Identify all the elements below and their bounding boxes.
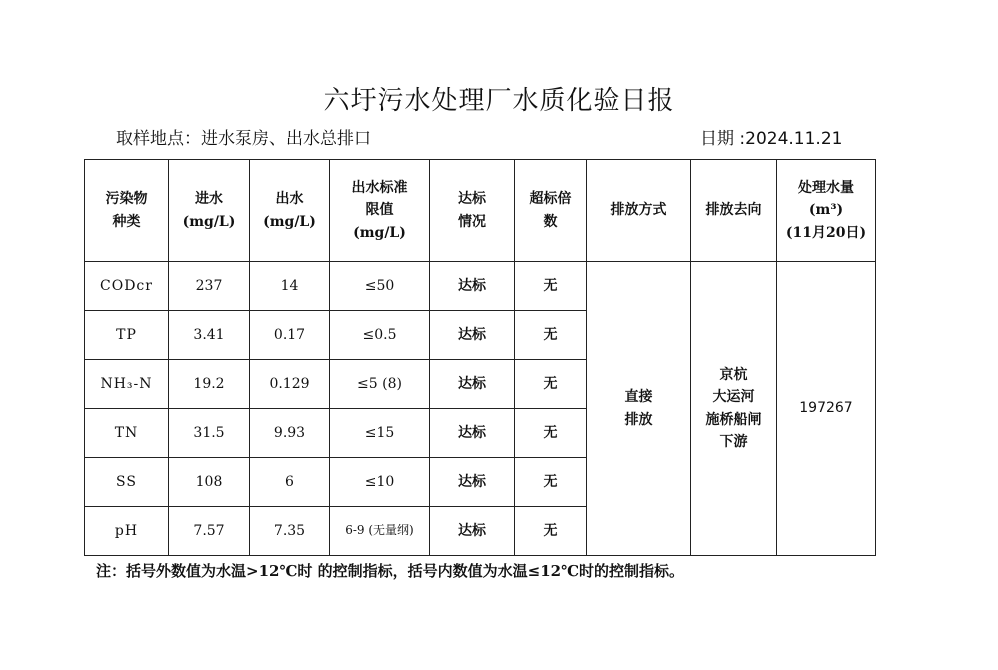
header-outflow-line1: 出水 <box>275 191 304 208</box>
exceed-cell: 无 <box>515 311 587 360</box>
header-exceed <box>515 160 587 262</box>
footnote: 注：括号外数值为水温>12℃时 的控制指标，括号内数值为水温≤12℃时的控制指标。 <box>96 562 685 580</box>
destination-line1: 京杭 <box>719 366 748 383</box>
header-exceed-line1: 超标倍 <box>529 191 572 208</box>
discharge-destination-cell <box>691 262 777 556</box>
report-title: 六圩污水处理厂水质化验日报 <box>323 86 675 116</box>
pollutant-cell: CODcr <box>85 262 169 311</box>
header-discharge-method: 排放方式 <box>587 160 691 262</box>
header-compliance <box>430 160 515 262</box>
header-standard-line1: 出水标准 <box>351 179 408 196</box>
header-volume-unit: (m³) <box>808 202 844 219</box>
exceed-cell: 无 <box>515 262 587 311</box>
discharge-method-cell <box>587 262 691 556</box>
exceed-cell: 无 <box>515 409 587 458</box>
treated-volume: 197267 <box>777 262 876 556</box>
destination-line4: 下游 <box>719 433 748 450</box>
destination-line3: 施桥船闸 <box>705 411 762 428</box>
pollutant-cell: SS <box>85 458 169 507</box>
header-outflow-unit: (mg/L) <box>263 213 316 230</box>
header-exceed-line2: 数 <box>543 213 558 230</box>
standard-cell: ≤5 (8) <box>330 360 430 409</box>
header-discharge-destination: 排放去向 <box>691 160 777 262</box>
inflow-cell: 7.57 <box>169 507 250 556</box>
header-inflow-unit: (mg/L) <box>182 213 236 230</box>
standard-cell: 6-9 (无量纲) <box>330 507 430 556</box>
header-inflow <box>169 160 250 262</box>
standard-cell: ≤15 <box>330 409 430 458</box>
header-inflow-line1: 进水 <box>195 191 223 208</box>
destination-line2: 大运河 <box>712 389 755 406</box>
header-pollutant-line1: 污染物 <box>105 191 148 208</box>
standard-cell: ≤50 <box>330 262 430 311</box>
standard-cell: ≤0.5 <box>330 311 430 360</box>
header-pollutant-line2: 种类 <box>112 213 141 230</box>
sampling-location: 取样地点：进水泵房、出水总排口 <box>116 129 371 149</box>
pollutant-cell: TP <box>85 311 169 360</box>
outflow-cell: 9.93 <box>250 409 330 458</box>
header-pollutant <box>85 160 169 262</box>
outflow-cell: 14 <box>250 262 330 311</box>
inflow-cell: 31.5 <box>169 409 250 458</box>
exceed-cell: 无 <box>515 458 587 507</box>
header-compliance-line2: 情况 <box>458 213 486 230</box>
standard-cell: ≤10 <box>330 458 430 507</box>
water-quality-table <box>84 159 876 556</box>
outflow-cell: 0.129 <box>250 360 330 409</box>
compliance-cell: 达标 <box>430 311 515 360</box>
header-standard-line2: 限值 <box>365 202 394 219</box>
exceed-cell: 无 <box>515 360 587 409</box>
inflow-cell: 237 <box>169 262 250 311</box>
compliance-cell: 达标 <box>430 262 515 311</box>
header-compliance-line1: 达标 <box>458 191 486 208</box>
report-date: 日期 :2024.11.21 <box>700 129 843 149</box>
compliance-cell: 达标 <box>430 458 515 507</box>
exceed-cell: 无 <box>515 507 587 556</box>
outflow-cell: 0.17 <box>250 311 330 360</box>
header-volume <box>777 160 876 262</box>
inflow-cell: 19.2 <box>169 360 250 409</box>
header-volume-line1: 处理水量 <box>798 179 854 196</box>
compliance-cell: 达标 <box>430 360 515 409</box>
compliance-cell: 达标 <box>430 409 515 458</box>
pollutant-cell: pH <box>85 507 169 556</box>
inflow-cell: 108 <box>169 458 250 507</box>
outflow-cell: 7.35 <box>250 507 330 556</box>
header-outflow <box>250 160 330 262</box>
discharge-method-line2: 排放 <box>624 411 653 428</box>
header-standard-unit: (mg/L) <box>353 224 406 241</box>
pollutant-cell: NH₃-N <box>85 360 169 409</box>
outflow-cell: 6 <box>250 458 330 507</box>
header-standard <box>330 160 430 262</box>
inflow-cell: 3.41 <box>169 311 250 360</box>
compliance-cell: 达标 <box>430 507 515 556</box>
header-row <box>85 160 876 262</box>
table-row <box>85 262 876 311</box>
header-volume-date: (11月20日) <box>785 224 867 241</box>
discharge-method-line1: 直接 <box>624 389 653 406</box>
pollutant-cell: TN <box>85 409 169 458</box>
